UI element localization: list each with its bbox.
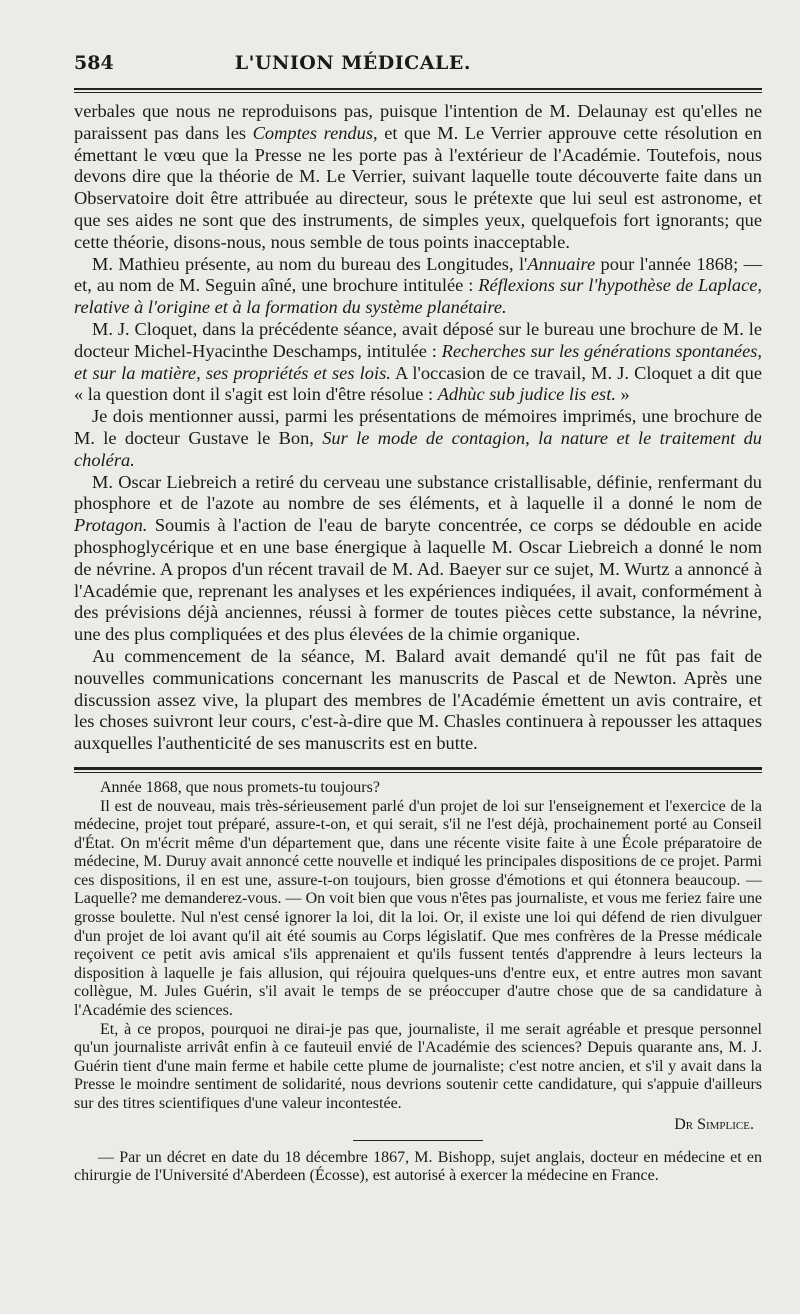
page-number: 584 — [74, 52, 114, 74]
short-divider-rule — [353, 1140, 483, 1141]
paragraph-balard: Au commencement de la séance, M. Balard avait demandé qu'il ne fût pas fait de nouvelles communications concernant les manuscrits de Pascal et de Newton. Après une discussion assez vive, la plupart des membres de l'Académie émettent un avis contraire, et les choses suivront leur cours, c'est-à-dire que M. Chasles continuera à repousser les attaques auxquelles l'authenticité de ses manuscrits est en butte. — [74, 645, 762, 754]
paragraph-mathieu — [74, 254, 762, 319]
notice-paragraph: — Par un décret en date du 18 décembre 1867, M. Bishopp, sujet anglais, docteur en médecine et en chirurgie de l'Université d'Aberdeen (Écosse), est autorisé à exercer la médecine en France. — [74, 1149, 762, 1184]
feuilleton-paragraph: Et, à ce propos, pourquoi ne dirai-je pas que, journaliste, il me serait agréable et presque personnel qu'un journaliste arrivât enfin à ce fauteuil envié de l'Académie des sciences? Depuis quarante ans, M. J. Guérin tient d'une main ferme et habile cette plume de journaliste; c'est notre ancien, et s'il y avait dans la Presse le moindre sentiment de solidarité, nous devrions soutenir cette candidature, qui s'appuie d'ailleurs sur des titres scientifiques d'une valeur incontestée. — [74, 1020, 762, 1112]
running-title: L'UNION MÉDICALE. — [234, 52, 471, 74]
header-rule — [74, 88, 762, 93]
text-run: pour l'année 1868; — et, au nom de M. Seguin aîné, une brochure intitulée : — [74, 253, 763, 296]
author-signature: Dr Simplice. — [674, 1115, 754, 1133]
text-run: M. Mathieu présente, au nom du bureau des Longitudes, l' — [92, 253, 528, 274]
italic-title: Annuaire — [527, 253, 596, 274]
paragraph-cloquet — [74, 319, 762, 406]
text-run: Je dois mentionner aussi, parmi les présentations de mémoires imprimés, une brochure de M. le docteur Gustave le Bon, — [74, 406, 762, 448]
text-run: Soumis à l'action de l'eau de baryte concentrée, ce corps se dédouble en acide phosphoglycérique et en une base énergique à laquelle M. Oscar Liebreich a donné le nom de névrine. A propos d'un récent travail de M. Ad. Baeyer sur ce sujet, M. Wurtz a annoncé à l'Académie que, reprenant les analyses et les expériences indiquées, il avait, conformément à des prévisions déjà anciennes, réussi à former de toutes pièces cette substance, la névrine, une des plus compliquées et des plus élevées de la chimie organique. — [74, 515, 762, 645]
feuilleton-paragraph: Il est de nouveau, mais très-sérieusement parlé d'un projet de loi sur l'enseignement et l'exercice de la médecine, projet tout préparé, assure-t-on, et qui serait, s'il ne l'est déjà, prochainement porté au Conseil d'État. On m'écrit même d'un département que, dans une récente visite faite à une École préparatoire de médecine, M. Duruy avait annoncé cette nouvelle et indiqué les principales dispositions de ce projet. Parmi ces dispositions, il en est une, assure-t-on toujours, bien grosse d'émotions et qui étonnera beaucoup. — Laquelle? me demanderez-vous. — On voit bien que vous n'êtes pas journaliste, et vous me feriez faire une grosse boulette. Nul n'est censé ignorer la loi, dit la loi. Or, il existe une loi qui défend de rien divulguer d'un projet de loi avant qu'il ait été soumis au Corps législatif. Que mes confrères de la Presse médicale reçoivent ce petit avis amical s'ils apprenaient et qu'ils fussent tentés d'apprendre à leurs lecteurs la disposition à laquelle je fais allusion, qui réjouira quelques-uns d'entre eux, et entre autres mon savant collègue, M. Jules Guérin, s'il avait le temps de se préoccuper d'autre chose que de sa candidature à l'Académie des sciences. — [74, 797, 762, 1020]
paragraph-liebreich — [74, 472, 762, 646]
italic-title: Recherches sur les générations spontanées, et sur la matière, ses propriétés et ses lois. — [74, 340, 762, 383]
text-run: M. J. Cloquet, dans la précédente séance, avait déposé sur le bureau une brochure de M. le docteur Michel-Hyacinthe Deschamps, intitulée : — [74, 318, 762, 361]
text-run: » — [615, 384, 630, 405]
italic-quote: Adhùc sub judice lis est. — [437, 384, 616, 405]
feuilleton-column — [74, 779, 762, 1134]
academy-report — [74, 101, 762, 755]
italic-title: Sur le mode de contagion, la nature et le traitement du choléra. — [74, 427, 762, 470]
text-run: M. Oscar Liebreich a retiré du cerveau une substance cristallisable, définie, renfermant du phosphore et de l'azote au nombre de ses éléments, et à laquelle il a donné le nom de — [74, 471, 762, 514]
text-run: verbales que nous ne reproduisons pas, puisque l'intention de M. Delaunay est qu'elles ne paraissent pas dans les — [74, 101, 762, 143]
italic-term: Protagon. — [74, 515, 148, 536]
paragraph-le-verrier — [74, 101, 762, 254]
italic-title: Comptes rendus — [252, 122, 373, 143]
page-header — [74, 52, 762, 82]
feuilleton-separator-rule — [74, 767, 762, 773]
italic-title: Réflexions sur l'hypothèse de Laplace, relative à l'origine et à la formation du système planétaire. — [74, 275, 762, 318]
feuilleton-paragraph: Année 1868, que nous promets-tu toujours? — [100, 778, 380, 796]
paragraph-le-bon — [74, 406, 762, 471]
text-run: A l'occasion de ce travail, M. J. Cloquet a dit que « la question dont il s'agit est loin d'être résolue : — [74, 362, 762, 405]
text-run: , et que M. Le Verrier approuve cette résolution en émettant le vœu que la Presse ne les porte pas à l'extérieur de l'Académie. Toutefois, nous devons dire que la théorie de M. Le Verrier, suivant laquelle toute découverte faite dans un Observatoire doit être attribuée au directeur, sous le prétexte que lui seul est astronome, et que ses aides ne sont que des instruments, de simples yeux, quelquefois fort ignorants; que cette théorie, disons-nous, nous semble de tous points inacceptable. — [74, 122, 762, 252]
decree-notice — [74, 1149, 762, 1184]
